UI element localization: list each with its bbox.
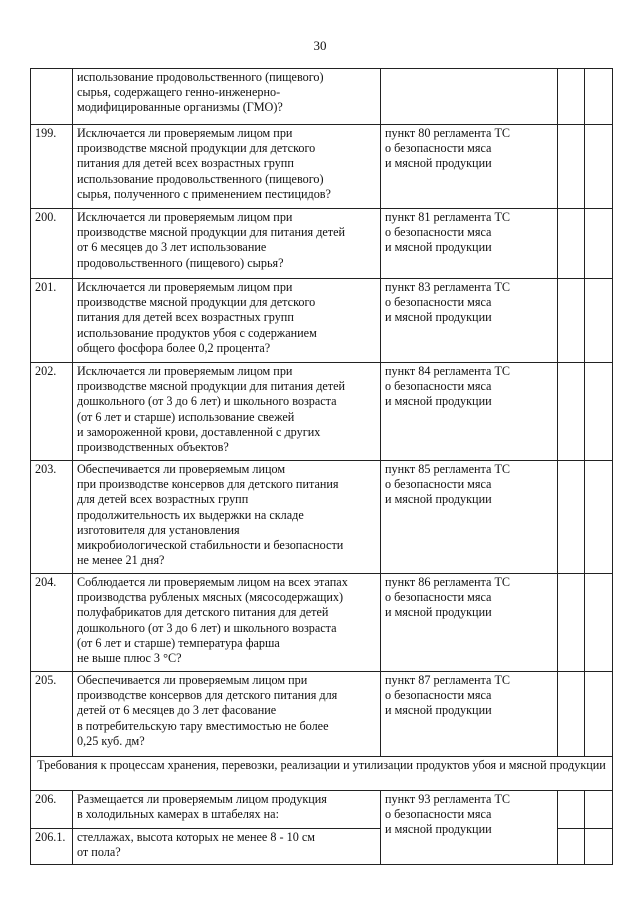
note-cell <box>585 829 613 865</box>
note-cell <box>585 363 613 461</box>
note-cell <box>585 69 613 125</box>
row-reference: пункт 93 регламента ТС о безопасности мяса и мясной продукции <box>381 791 558 865</box>
note-cell <box>585 791 613 829</box>
check-cell <box>558 461 585 574</box>
row-question: Исключается ли проверяемым лицом при производстве мясной продукции для питания детей дошкольного (от 3 до 6 лет) и школьного возраста (от 6 лет и старше) использование свежей и замороженной крови, доставленной с других производственных объектов? <box>73 363 381 461</box>
check-cell <box>558 574 585 672</box>
row-reference: пункт 87 регламента ТС о безопасности мяса и мясной продукции <box>381 672 558 757</box>
row-reference: пункт 81 регламента ТС о безопасности мяса и мясной продукции <box>381 209 558 279</box>
row-number: 204. <box>31 574 73 672</box>
check-cell <box>558 209 585 279</box>
note-cell <box>585 672 613 757</box>
check-cell <box>558 829 585 865</box>
table-row <box>31 69 613 125</box>
row-question: Размещается ли проверяемым лицом продукция в холодильных камерах в штабелях на: <box>73 791 381 829</box>
row-question: Обеспечивается ли проверяемым лицом при производстве консервов для детского питания для детей от 6 месяцев до 3 лет фасование в потребительскую тару вместимостью не более 0,25 куб. дм? <box>73 672 381 757</box>
row-reference: пункт 84 регламента ТС о безопасности мяса и мясной продукции <box>381 363 558 461</box>
section-row <box>31 757 613 791</box>
table-row <box>31 574 613 672</box>
note-cell <box>585 574 613 672</box>
page-number: 30 <box>313 38 327 53</box>
row-number <box>31 69 73 125</box>
check-cell <box>558 69 585 125</box>
row-number: 203. <box>31 461 73 574</box>
row-question: Исключается ли проверяемым лицом при производстве мясной продукции для детского питания для детей всех возрастных групп использование продуктов убоя с содержанием общего фосфора более 0,2 процента? <box>73 279 381 363</box>
row-question: использование продовольственного (пищевого) сырья, содержащего генно-инженерно- модифицированные организмы (ГМО)? <box>73 69 381 125</box>
row-number: 199. <box>31 125 73 209</box>
row-reference: пункт 85 регламента ТС о безопасности мяса и мясной продукции <box>381 461 558 574</box>
table-row <box>31 672 613 757</box>
row-reference: пункт 80 регламента ТС о безопасности мяса и мясной продукции <box>381 125 558 209</box>
note-cell <box>585 209 613 279</box>
check-cell <box>558 279 585 363</box>
row-number: 201. <box>31 279 73 363</box>
check-cell <box>558 363 585 461</box>
row-number: 202. <box>31 363 73 461</box>
table-row <box>31 125 613 209</box>
check-cell <box>558 672 585 757</box>
table-row <box>31 791 613 829</box>
row-number: 200. <box>31 209 73 279</box>
table-row <box>31 363 613 461</box>
row-reference: пункт 83 регламента ТС о безопасности мяса и мясной продукции <box>381 279 558 363</box>
note-cell <box>585 461 613 574</box>
row-number: 206. <box>31 791 73 829</box>
row-reference <box>381 69 558 125</box>
row-reference: пункт 86 регламента ТС о безопасности мяса и мясной продукции <box>381 574 558 672</box>
table-row <box>31 209 613 279</box>
note-cell <box>585 279 613 363</box>
row-question: Исключается ли проверяемым лицом при производстве мясной продукции для питания детей от 6 месяцев до 3 лет использование продовольственного (пищевого) сырья? <box>73 209 381 279</box>
check-cell <box>558 791 585 829</box>
table-row <box>31 461 613 574</box>
check-cell <box>558 125 585 209</box>
row-question: Исключается ли проверяемым лицом при производстве мясной продукции для детского питания для детей всех возрастных групп использование продовольственного (пищевого) сырья, полученного с применением пестицидов? <box>73 125 381 209</box>
table-row <box>31 279 613 363</box>
row-question: Соблюдается ли проверяемым лицом на всех этапах производства рубленых мясных (мясосодержащих) полуфабрикатов для детского питания для детей дошкольного (от 3 до 6 лет) и школьного возраста (от 6 лет и старше) температура фарша не выше плюс 3 °С? <box>73 574 381 672</box>
row-question: стеллажах, высота которых не менее 8 - 10 см от пола? <box>73 829 381 865</box>
row-question: Обеспечивается ли проверяемым лицом при производстве консервов для детского питания для детей всех возрастных групп продолжительность их выдержки на складе изготовителя для установления микробиологической стабильности и безопасности не менее 21 дня? <box>73 461 381 574</box>
checklist-table <box>30 68 613 865</box>
section-heading: Требования к процессам хранения, перевозки, реализации и утилизации продуктов убоя и мясной продукции <box>31 757 613 791</box>
row-number: 206.1. <box>31 829 73 865</box>
row-number: 205. <box>31 672 73 757</box>
note-cell <box>585 125 613 209</box>
